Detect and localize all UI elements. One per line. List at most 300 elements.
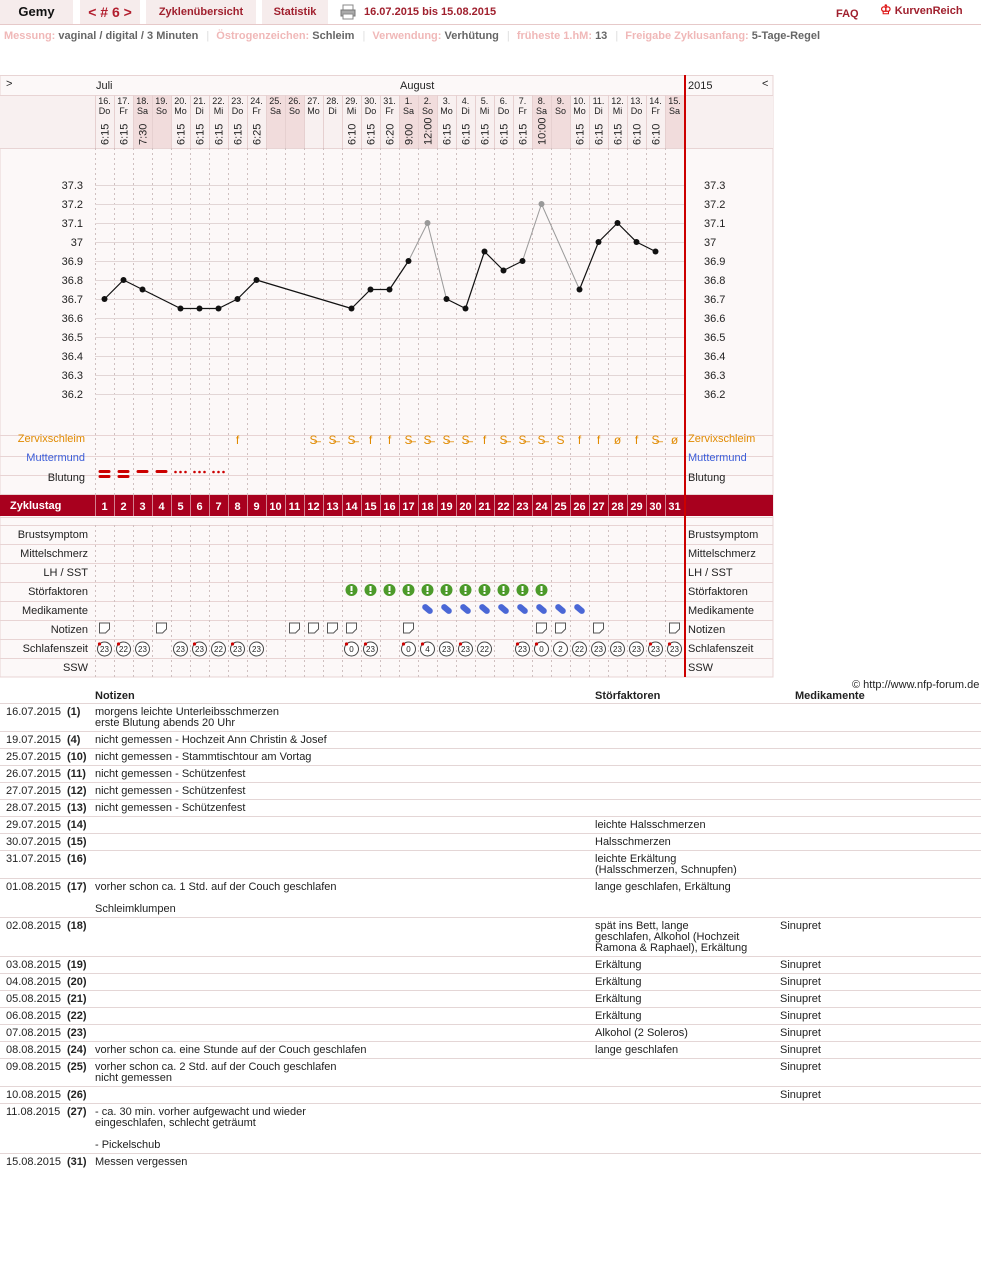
faq-link[interactable]: FAQ — [836, 8, 859, 20]
day-number: 31. — [383, 96, 396, 106]
measure-time: 6:15 — [498, 123, 511, 145]
zervix-mark: S̶ — [499, 433, 508, 447]
notes-row — [0, 1153, 981, 1170]
spotting-mark — [212, 471, 215, 474]
note-medication: Sinupret — [780, 1089, 821, 1101]
measure-time: 6:15 — [194, 123, 207, 145]
temperature-point — [349, 306, 355, 312]
measure-time: 6:20 — [384, 123, 397, 145]
temperature-point — [387, 287, 393, 293]
day-weekday: Fr — [518, 106, 527, 116]
cycle-day-number: 15 — [364, 501, 377, 513]
temp-tick-left: 36.2 — [61, 389, 83, 401]
note-date: 16.07.2015 — [6, 706, 62, 718]
printer-icon[interactable] — [340, 4, 356, 20]
cycle-day-number: 26 — [573, 501, 586, 513]
day-weekday: Do — [630, 106, 643, 116]
measure-time: 6:15 — [574, 123, 587, 145]
note-disturbance: Alkohol (2 Soleros) — [595, 1027, 688, 1039]
note-cycle-day: (4) — [67, 734, 81, 746]
cycle-day-number: 25 — [554, 501, 567, 513]
notes-row — [0, 1041, 981, 1058]
measure-time: 7:30 — [137, 123, 150, 145]
header-divider — [0, 24, 981, 25]
measure-time: 6:10 — [650, 123, 663, 145]
day-number: 29. — [345, 96, 358, 106]
day-weekday: Mo — [440, 106, 453, 116]
meta-key: früheste 1.hM: — [516, 30, 592, 42]
zervix-label-right: Zervixschleim — [688, 433, 756, 445]
note-date: 09.08.2015 — [6, 1061, 62, 1073]
note-cycle-day: (13) — [67, 802, 87, 814]
sleep-hour: 2 — [558, 645, 563, 654]
crown-icon: ♔ — [880, 2, 892, 17]
meta-key: Messung: — [4, 30, 56, 42]
temp-tick-left: 37.2 — [61, 199, 83, 211]
disturbance-icon-dot — [351, 592, 353, 594]
sleep-hour: 23 — [442, 645, 451, 654]
temperature-point — [520, 258, 526, 264]
cycle-day-number: 7 — [215, 501, 222, 513]
note-medication: Sinupret — [780, 959, 821, 971]
day-weekday: Sa — [668, 106, 681, 116]
day-number: 10. — [573, 96, 586, 106]
day-weekday: Fr — [651, 106, 660, 116]
sleep-marker — [193, 642, 196, 645]
sleep-marker — [364, 642, 367, 645]
day-number: 22. — [212, 96, 225, 106]
measure-time: 6:15 — [175, 123, 188, 145]
note-text: Messen vergessen — [95, 1156, 188, 1168]
zervix-mark: S̶ — [461, 433, 470, 447]
sleep-hour: 23 — [632, 645, 641, 654]
sleep-hour: 0 — [349, 645, 354, 654]
meta-value: vaginal / digital / 3 Minuten — [58, 30, 199, 42]
note-date: 15.08.2015 — [6, 1156, 62, 1168]
cycle-day-number: 8 — [234, 501, 241, 513]
measure-time: 6:10 — [346, 123, 359, 145]
cycle-day-number: 30 — [649, 501, 662, 513]
temperature-point — [425, 220, 431, 226]
zervix-mark: f — [368, 433, 373, 447]
note-disturbance: leichte Halsschmerzen — [595, 819, 706, 831]
disturbance-icon-dot — [370, 592, 372, 594]
note-cycle-day: (20) — [67, 976, 87, 988]
day-number: 7. — [518, 96, 527, 106]
note-disturbance: lange geschlafen, Erkältung — [595, 881, 731, 893]
temp-tick-right: 37 — [704, 237, 717, 249]
disturbance-icon-bar — [522, 586, 524, 591]
sleep-hour: 22 — [119, 645, 128, 654]
day-weekday: Do — [98, 106, 111, 116]
day-number: 30. — [364, 96, 377, 106]
cycle-end-line — [684, 75, 686, 677]
temp-tick-left: 37.3 — [61, 180, 83, 192]
day-number: 14. — [649, 96, 662, 106]
disturbance-icon-bar — [427, 586, 429, 591]
measure-time: 6:15 — [99, 123, 112, 145]
note-medication: Sinupret — [780, 1044, 821, 1056]
kurvenreich-logo[interactable] — [880, 2, 963, 18]
spotting-mark — [174, 471, 177, 474]
disturbance-icon-dot — [541, 592, 543, 594]
year-label: 2015 — [688, 80, 713, 92]
meta-key: Östrogenzeichen: — [216, 30, 310, 42]
note-text: - ca. 30 min. vorher aufgewacht und wieder eingeschlafen, schlecht geträumt - Pickelschub — [95, 1106, 306, 1151]
day-weekday: Fr — [119, 106, 128, 116]
temperature-point — [444, 296, 450, 302]
note-date: 07.08.2015 — [6, 1027, 62, 1039]
day-number: 23. — [231, 96, 244, 106]
note-date: 30.07.2015 — [6, 836, 62, 848]
disturbance-icon-bar — [484, 586, 486, 591]
sleep-hour: 0 — [539, 645, 544, 654]
zervix-mark: S — [556, 433, 565, 447]
notes-row — [0, 973, 981, 990]
disturbance-icon-dot — [503, 592, 505, 594]
cycle-day-number: 28 — [611, 501, 624, 513]
cycle-day-number: 27 — [592, 501, 605, 513]
day-weekday: Do — [231, 106, 244, 116]
cycle-day-number: 17 — [402, 501, 415, 513]
sleep-hour: 22 — [480, 645, 489, 654]
zervix-mark: f — [596, 433, 601, 447]
note-date: 31.07.2015 — [6, 853, 62, 865]
mittel-label-right: Mittelschmerz — [688, 548, 756, 560]
zervix-mark: S̶ — [404, 433, 413, 447]
muttermund-label-right: Muttermund — [688, 452, 747, 464]
disturbance-icon-dot — [484, 592, 486, 594]
temp-tick-right: 36.6 — [704, 313, 726, 325]
spotting-mark — [198, 471, 201, 474]
zervix-mark: f — [482, 433, 487, 447]
note-cycle-day: (10) — [67, 751, 87, 763]
cycle-day-number: 12 — [307, 501, 320, 513]
day-number: 6. — [499, 96, 508, 106]
disturbance-icon-dot — [522, 592, 524, 594]
sleep-hour: 23 — [613, 645, 622, 654]
cycle-day-label: Zyklustag — [10, 500, 62, 512]
measure-time: 6:15 — [517, 123, 530, 145]
zervix-mark: f — [577, 433, 582, 447]
temp-tick-right: 36.3 — [704, 370, 726, 382]
note-cycle-day: (26) — [67, 1089, 87, 1101]
sleep-marker — [668, 642, 671, 645]
notizen-label-right: Notizen — [688, 624, 726, 636]
cycle-day-number: 11 — [288, 501, 301, 513]
notes-row — [0, 1103, 981, 1153]
note-cycle-day: (11) — [67, 768, 86, 780]
cycle-day-number: 23 — [516, 501, 529, 513]
zervix-mark: ø — [670, 433, 679, 447]
measure-time: 6:10 — [631, 123, 644, 145]
temperature-point — [178, 306, 184, 312]
temperature-chart — [0, 75, 775, 678]
note-medication: Sinupret — [780, 993, 821, 1005]
temperature-point — [463, 306, 469, 312]
zervix-mark: f — [387, 433, 392, 447]
measurement-info: Messung: vaginal / digital / 3 Minuten | Östrogenzeichen: Schleim | Verwendung: Verhütung | früheste 1.hM: 13 | Freigabe Zyklusanfang: 5-Tage-Regel — [4, 30, 821, 42]
cycle-day-number: 1 — [101, 501, 108, 513]
temperature-point — [577, 287, 583, 293]
note-cycle-day: (16) — [67, 853, 87, 865]
sleep-hour: 0 — [406, 645, 411, 654]
mittel-label-left: Mittelschmerz — [20, 548, 88, 560]
day-number: 19. — [155, 96, 168, 106]
temperature-point — [140, 287, 146, 293]
temperature-point — [121, 277, 127, 283]
bleeding-mark — [156, 470, 168, 473]
sleep-hour: 22 — [575, 645, 584, 654]
meta-key: Freigabe Zyklusanfang: — [625, 30, 749, 42]
blutung-label-right: Blutung — [688, 472, 726, 484]
day-number: 2. — [423, 96, 432, 106]
temp-tick-left: 36.8 — [61, 275, 83, 287]
note-text: nicht gemessen - Hochzeit Ann Christin & Josef — [95, 734, 327, 746]
note-date: 26.07.2015 — [6, 768, 62, 780]
muttermund-label-left: Muttermund — [26, 452, 85, 464]
nav-left-button[interactable]: > — [6, 78, 13, 90]
temp-tick-left: 36.9 — [61, 256, 83, 268]
bleeding-mark — [99, 470, 111, 473]
notes-row — [0, 956, 981, 973]
disturbance-icon-dot — [389, 592, 391, 594]
note-cycle-day: (21) — [67, 993, 87, 1005]
day-weekday: Fr — [252, 106, 261, 116]
sleep-hour: 23 — [195, 645, 204, 654]
cycle-selector[interactable]: < # 6 > — [80, 0, 140, 24]
day-weekday: Mi — [479, 106, 490, 116]
note-text: vorher schon ca. 1 Std. auf der Couch geschlafen Schleimklumpen — [95, 881, 337, 915]
brust-label-left: Brustsymptom — [17, 529, 88, 541]
note-cycle-day: (22) — [67, 1010, 87, 1022]
sleep-hour: 23 — [366, 645, 375, 654]
note-cycle-day: (27) — [67, 1106, 87, 1118]
blutung-label-left: Blutung — [47, 472, 85, 484]
sleep-hour: 22 — [214, 645, 223, 654]
day-number: 20. — [174, 96, 187, 106]
cycle-day-number: 3 — [139, 501, 146, 513]
schlaf-label-right: Schlafenszeit — [688, 643, 754, 655]
disturbance-icon-bar — [351, 586, 353, 591]
cycle-day-number: 22 — [497, 501, 510, 513]
temperature-point — [102, 296, 108, 302]
sleep-marker — [649, 642, 652, 645]
notes-row — [0, 816, 981, 833]
zervix-mark: ø — [613, 433, 622, 447]
temp-tick-left: 37.1 — [61, 218, 83, 230]
day-weekday: Mi — [612, 106, 623, 116]
temp-tick-right: 37.3 — [704, 180, 726, 192]
temp-tick-right: 36.7 — [704, 294, 726, 306]
temperature-point — [368, 287, 374, 293]
day-weekday: Sa — [269, 106, 282, 116]
day-number: 26. — [288, 96, 301, 106]
zervix-mark: S̶ — [651, 433, 660, 447]
notes-row — [0, 833, 981, 850]
sleep-hour: 23 — [461, 645, 470, 654]
lh-label-left: LH / SST — [43, 567, 88, 579]
temperature-point — [216, 306, 222, 312]
day-weekday: Do — [364, 106, 377, 116]
measure-time: 6:15 — [213, 123, 226, 145]
zervix-mark: S̶ — [309, 433, 318, 447]
notes-row — [0, 1058, 981, 1086]
note-medication: Sinupret — [780, 1061, 821, 1073]
credit-link[interactable]: © http://www.nfp-forum.de — [852, 679, 980, 691]
day-number: 16. — [98, 96, 111, 106]
cycle-day-number: 21 — [478, 501, 491, 513]
note-cycle-day: (31) — [67, 1156, 87, 1168]
sleep-hour: 23 — [594, 645, 603, 654]
temp-tick-left: 36.6 — [61, 313, 83, 325]
month-label: Juli — [96, 80, 113, 92]
measure-time: 6:15 — [460, 123, 473, 145]
logo-text: KurvenReich — [894, 5, 963, 17]
sleep-marker — [459, 642, 462, 645]
sleep-hour: 23 — [176, 645, 185, 654]
day-weekday: Mi — [213, 106, 224, 116]
sleep-marker — [345, 642, 348, 645]
day-weekday: Mo — [174, 106, 187, 116]
day-number: 17. — [117, 96, 130, 106]
day-weekday: So — [288, 106, 301, 116]
disturbance-icon-dot — [465, 592, 467, 594]
temperature-point — [482, 249, 488, 255]
note-medication: Sinupret — [780, 976, 821, 988]
measure-time: 6:15 — [612, 123, 625, 145]
note-text: nicht gemessen - Schützenfest — [95, 768, 246, 780]
sleep-hour: 23 — [100, 645, 109, 654]
note-medication: Sinupret — [780, 920, 821, 932]
day-number: 8. — [537, 96, 546, 106]
sleep-hour: 23 — [670, 645, 679, 654]
note-disturbance: Erkältung — [595, 959, 642, 971]
sleep-hour: 4 — [425, 645, 430, 654]
note-disturbance: Halsschmerzen — [595, 836, 671, 848]
notes-row — [0, 878, 981, 917]
note-date: 05.08.2015 — [6, 993, 62, 1005]
temp-tick-left: 36.4 — [61, 351, 83, 363]
note-text: nicht gemessen - Schützenfest — [95, 802, 246, 814]
note-date: 19.07.2015 — [6, 734, 62, 746]
day-number: 1. — [404, 96, 413, 106]
notes-header-stoerfaktoren: Störfaktoren — [595, 690, 661, 702]
notes-row — [0, 850, 981, 878]
day-weekday: Di — [594, 106, 603, 116]
notes-row — [0, 1007, 981, 1024]
notes-header-medikamente: Medikamente — [795, 690, 865, 702]
note-date: 27.07.2015 — [6, 785, 62, 797]
bleeding-mark — [118, 475, 130, 478]
note-date: 02.08.2015 — [6, 920, 62, 932]
temperature-point — [596, 239, 602, 245]
meta-value: Verhütung — [444, 30, 499, 42]
measure-time: 10:00 — [536, 117, 549, 145]
measure-time: 6:15 — [365, 123, 378, 145]
zervix-label-left: Zervixschleim — [17, 433, 85, 445]
day-number: 12. — [611, 96, 624, 106]
bleeding-mark — [137, 470, 149, 473]
nav-right-button[interactable]: < — [762, 78, 769, 90]
cycle-day-number: 31 — [668, 501, 681, 513]
note-disturbance: Erkältung — [595, 976, 642, 988]
temperature-point — [235, 296, 241, 302]
measure-time: 9:00 — [403, 123, 416, 145]
cycle-day-number: 20 — [459, 501, 472, 513]
user-name[interactable]: Gemy — [0, 0, 73, 24]
temperature-point — [634, 239, 640, 245]
temperature-point — [615, 220, 621, 226]
note-cycle-day: (18) — [67, 920, 87, 932]
zervix-mark: S̶ — [347, 433, 356, 447]
cycle-day-number: 16 — [383, 501, 396, 513]
spotting-mark — [179, 471, 182, 474]
note-medication: Sinupret — [780, 1010, 821, 1022]
note-text: vorher schon ca. eine Stunde auf der Couch geschlafen — [95, 1044, 367, 1056]
temperature-point — [406, 258, 412, 264]
note-cycle-day: (23) — [67, 1027, 87, 1039]
note-date: 29.07.2015 — [6, 819, 62, 831]
measure-time: 6:15 — [479, 123, 492, 145]
measure-time: 6:15 — [441, 123, 454, 145]
cycle-day-number: 5 — [177, 501, 184, 513]
note-date: 25.07.2015 — [6, 751, 62, 763]
note-text: vorher schon ca. 2 Std. auf der Couch geschlafen nicht gemessen — [95, 1061, 337, 1084]
disturbance-icon-bar — [389, 586, 391, 591]
temperature-point — [254, 277, 260, 283]
note-date: 03.08.2015 — [6, 959, 62, 971]
sleep-marker — [98, 642, 101, 645]
measure-time: 6:15 — [232, 123, 245, 145]
day-weekday: Mi — [346, 106, 357, 116]
stoer-label-right: Störfaktoren — [688, 586, 748, 598]
meta-value: 13 — [595, 30, 608, 42]
temperature-point — [501, 268, 507, 274]
cycle-day-number: 2 — [120, 501, 127, 513]
day-weekday: Sa — [402, 106, 415, 116]
measure-time: 6:15 — [118, 123, 131, 145]
meta-value: Schleim — [312, 30, 355, 42]
temp-tick-right: 37.1 — [704, 218, 726, 230]
note-date: 10.08.2015 — [6, 1089, 62, 1101]
cycle-day-number: 9 — [253, 501, 260, 513]
notes-row — [0, 917, 981, 956]
sleep-hour: 23 — [651, 645, 660, 654]
meta-value: 5-Tage-Regel — [751, 30, 821, 42]
day-number: 15. — [668, 96, 681, 106]
note-cycle-day: (24) — [67, 1044, 87, 1056]
day-number: 5. — [480, 96, 489, 106]
disturbance-icon-bar — [370, 586, 372, 591]
disturbance-icon-dot — [446, 592, 448, 594]
notes-row — [0, 1086, 981, 1103]
bleeding-mark — [118, 470, 130, 473]
notes-row — [0, 799, 981, 816]
tab-zyklenuebersicht[interactable]: Zyklenübersicht — [146, 0, 256, 24]
temp-tick-left: 36.5 — [61, 332, 83, 344]
day-weekday: Mo — [573, 106, 586, 116]
temp-tick-left: 36.7 — [61, 294, 83, 306]
tab-statistik[interactable]: Statistik — [262, 0, 328, 24]
note-cycle-day: (1) — [67, 706, 81, 718]
meta-key: Verwendung: — [372, 30, 442, 42]
spotting-mark — [203, 471, 206, 474]
cycle-day-number: 10 — [269, 501, 282, 513]
note-text: nicht gemessen - Stammtischtour am Vortag — [95, 751, 312, 763]
sleep-marker — [117, 642, 120, 645]
sleep-marker — [402, 642, 405, 645]
